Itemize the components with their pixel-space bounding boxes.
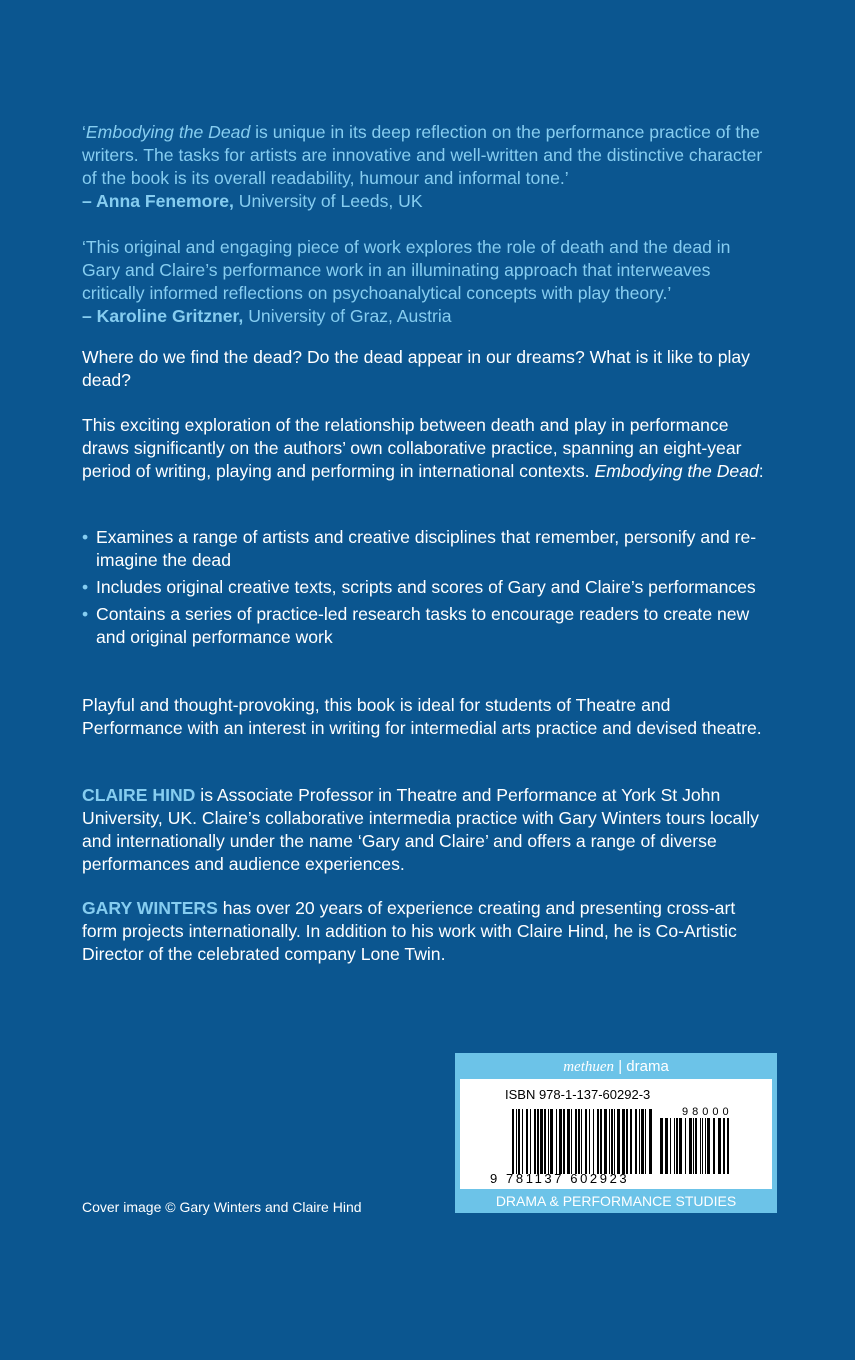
barcode-bar: [660, 1118, 663, 1174]
barcode-bar: [537, 1109, 539, 1174]
barcode-bar: [600, 1109, 602, 1174]
barcode-bar: [534, 1109, 536, 1174]
barcode-panel: [460, 1079, 772, 1189]
author-bio-2: [82, 897, 772, 966]
barcode-bar: [581, 1109, 582, 1174]
barcode-bar: [530, 1109, 531, 1174]
price-addon: 98000: [682, 1106, 733, 1118]
review-quote-1: ‘Embodying the Dead is unique in its deep reflection on the performance practice of the writers. The tasks for artists are innovative and well-written and the distinctive character of the book is its overall readability, humour and informal tone.’ – Anna Fenemore, University of Leeds, UK: [82, 122, 763, 211]
review-quote-2: [82, 236, 772, 328]
barcode-bar: [723, 1118, 725, 1174]
barcode-bar: [556, 1109, 557, 1174]
barcode-bar: [630, 1109, 632, 1174]
barcode-bar: [622, 1109, 625, 1174]
barcode-bar: [585, 1109, 587, 1174]
publisher-separator: |: [614, 1058, 627, 1075]
barcode-bar: [559, 1109, 562, 1174]
barcode-bar: [713, 1118, 715, 1174]
barcode-bar: [676, 1118, 678, 1174]
barcode-bar: [665, 1118, 668, 1174]
barcode-bar: [518, 1109, 520, 1174]
barcode-bar: [575, 1109, 577, 1174]
barcode-bar: [727, 1118, 729, 1174]
barcode-bar: [617, 1109, 620, 1174]
author-name: GARY WINTERS: [82, 898, 218, 918]
barcode-bar: [693, 1118, 694, 1174]
barcode-bar: [718, 1118, 721, 1174]
barcode-bar: [548, 1109, 549, 1174]
feature-item: • Includes original creative texts, scripts and scores of Gary and Claire’s performances: [82, 576, 772, 599]
feature-item: • Contains a series of practice-led research tasks to encourage readers to create new and original performance work: [82, 603, 772, 649]
barcode-bar: [641, 1109, 644, 1174]
barcode-bar: [679, 1118, 682, 1174]
barcode: [512, 1109, 654, 1174]
ean-number: 9 781137 602923: [490, 1171, 630, 1186]
author-bio: is Associate Professor in Theatre and Performance at York St John University, UK. Claire’s collaborative intermedia practice with Gary Winters tours locally and internationally under the name ‘Gary and Claire’ and offers a range of diverse performances and audience experiences.: [82, 785, 759, 874]
barcode-bar: [614, 1109, 615, 1174]
intro-paragraph: Where do we find the dead? Do the dead appear in our dreams? What is it like to play dead?: [82, 347, 750, 390]
publisher-imprint: drama: [626, 1058, 669, 1075]
barcode-bar: [550, 1109, 553, 1174]
quote-author: – Karoline Gritzner,: [82, 306, 244, 326]
cover-credit: Cover image © Gary Winters and Claire Hind: [82, 1199, 362, 1215]
summary-paragraph: Playful and thought-provoking, this book is ideal for students of Theatre and Performance with an interest in writing for intermedial arts practice and devised theatre.: [82, 695, 762, 738]
series-name: DRAMA & PERFORMANCE STUDIES: [495, 1193, 737, 1209]
barcode-bar: [645, 1109, 646, 1174]
description-paragraph: [82, 414, 772, 483]
barcode-bar: [540, 1109, 543, 1174]
barcode-bar: [685, 1118, 686, 1174]
barcode-bar: [674, 1118, 675, 1174]
barcode-bar: [609, 1109, 610, 1174]
description-text: This exciting exploration of the relationship between death and play in performance draws significantly on the authors’ own collaborative practice, spanning an eight-year period of writing, playing and performing in international contexts.: [82, 415, 742, 481]
book-title: Embodying the Dead: [85, 122, 251, 142]
barcode-bar: [604, 1109, 607, 1174]
barcode-bar: [626, 1109, 628, 1174]
barcode-bar: [567, 1109, 570, 1174]
quote-affiliation: University of Leeds, UK: [233, 191, 423, 211]
feature-item: • Examines a range of artists and creative disciplines that remember, personify and re-imagine the dead: [82, 526, 772, 572]
barcode-bar: [702, 1118, 703, 1174]
publisher-name: methuen: [563, 1059, 615, 1075]
book-title: Embodying the Dead: [594, 461, 759, 481]
barcode-bar: [516, 1109, 517, 1174]
barcode-bar: [597, 1109, 599, 1174]
barcode-bar: [611, 1109, 613, 1174]
feature-list: [82, 526, 772, 653]
barcode-bar: [695, 1118, 697, 1174]
barcode-bar: [571, 1109, 572, 1174]
barcode-bar: [635, 1109, 637, 1174]
barcode-bar: [589, 1109, 590, 1174]
barcode-bar: [593, 1109, 594, 1174]
author-bio-1: [82, 784, 772, 876]
barcode-bar: [639, 1109, 640, 1174]
quote-text: is unique in its deep reflection on the performance practice of the writers. The tasks for artists are innovative and well-written and the distinctive character of the book is its overall readability, humour and informal tone.’: [82, 122, 763, 188]
barcode-bar: [578, 1109, 580, 1174]
description-end: :: [758, 461, 764, 481]
barcode-bar: [522, 1109, 523, 1174]
barcode-bar: [689, 1118, 692, 1174]
barcode-bar: [526, 1109, 528, 1174]
addon-barcode: [660, 1118, 730, 1174]
author-bio: has over 20 years of experience creating and presenting cross-art form projects internationally. In addition to his work with Claire Hind, he is Co-Artistic Director of the celebrated company Lone Twin.: [82, 898, 737, 964]
publisher-logo: [455, 1058, 777, 1076]
quote-affiliation: University of Graz, Austria: [243, 306, 452, 326]
barcode-bar: [705, 1118, 706, 1174]
barcode-bar: [563, 1109, 565, 1174]
quote-author: – Anna Fenemore,: [82, 191, 234, 211]
isbn-label: [455, 1053, 777, 1213]
quote-text: ‘This original and engaging piece of work explores the role of death and the dead in Gary and Claire’s performance work in an illuminating approach that interweaves critically informed reflections on psychoanalytical concepts with play theory.’: [82, 237, 731, 303]
barcode-bar: [670, 1118, 671, 1174]
barcode-bar: [544, 1109, 546, 1174]
barcode-bar: [649, 1109, 652, 1174]
author-name: CLAIRE HIND: [82, 785, 196, 805]
barcode-bar: [700, 1118, 701, 1174]
barcode-bar: [707, 1118, 710, 1174]
isbn-number: ISBN 978-1-137-60292-3: [505, 1087, 651, 1102]
barcode-bar: [512, 1109, 514, 1174]
